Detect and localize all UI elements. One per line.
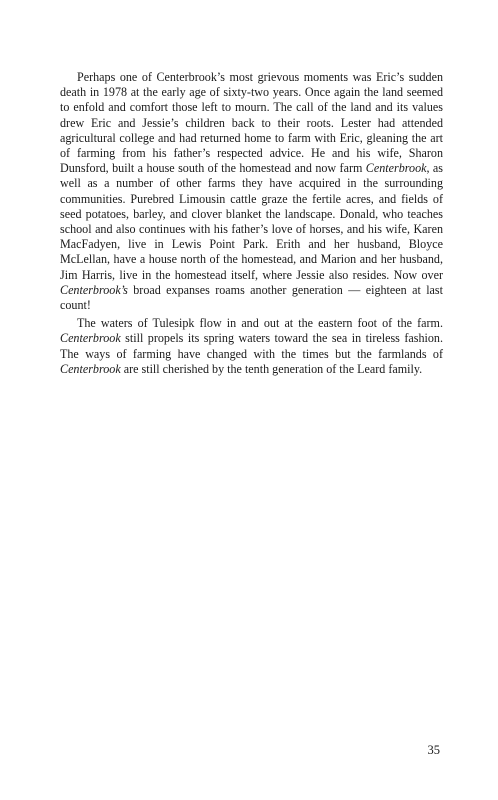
italic-title-centerbrook: Centerbrook (60, 361, 121, 376)
page-number: 35 (427, 743, 440, 757)
text-run: still propels its spring waters toward the sea in tireless fashion. The ways of farming have changed with the times but the farmlands of (60, 331, 443, 361)
italic-title-centerbrook: Centerbrook’s (60, 282, 128, 297)
italic-title-centerbrook: Centerbrook (365, 161, 427, 176)
text-run: Perhaps one of Centerbrook’s most grievous moments was Eric’s sudden death in 1978 at the early age of sixty-two years. Once again the land seemed to enfold and comfort those left to mourn. The call of the land and its values drew Eric and Jessie’s children back to their roots. Lester had attended agricultural college and had returned home to farm with Eric, gleaning the art of farming from his father’s respected advice. He and his wife, Sharon Dunsford, built a house south of the homestead and now farm (60, 70, 443, 176)
text-run: are still cherished by the tenth generation of the Leard family. (120, 361, 423, 376)
body-text (60, 70, 443, 377)
text-run: , as well as a number of other farms they have acquired in the surrounding communities. Purebred Limousin cattle graze the fertile acres, and fields of seed potatoes, barley, and clover blanket the landscape. Donald, who teaches school and also continues with his father’s love of horses, and his wife, Karen MacFadyen, live in Lewis Point Park. Erith and her husband, Bloyce McLellan, have a house north of the homestead, and Marion and her husband, Jim Harris, live in the homestead itself, where Jessie also resides. Now over (60, 161, 443, 282)
paragraph-2 (60, 316, 443, 377)
paragraph-1 (60, 70, 443, 313)
italic-title-centerbrook: Centerbrook (60, 331, 121, 346)
text-run: The waters of Tulesipk flow in and out at the eastern foot of the farm. (77, 316, 443, 331)
text-run: broad expanses roams another generation — eighteen at last count! (60, 282, 443, 313)
